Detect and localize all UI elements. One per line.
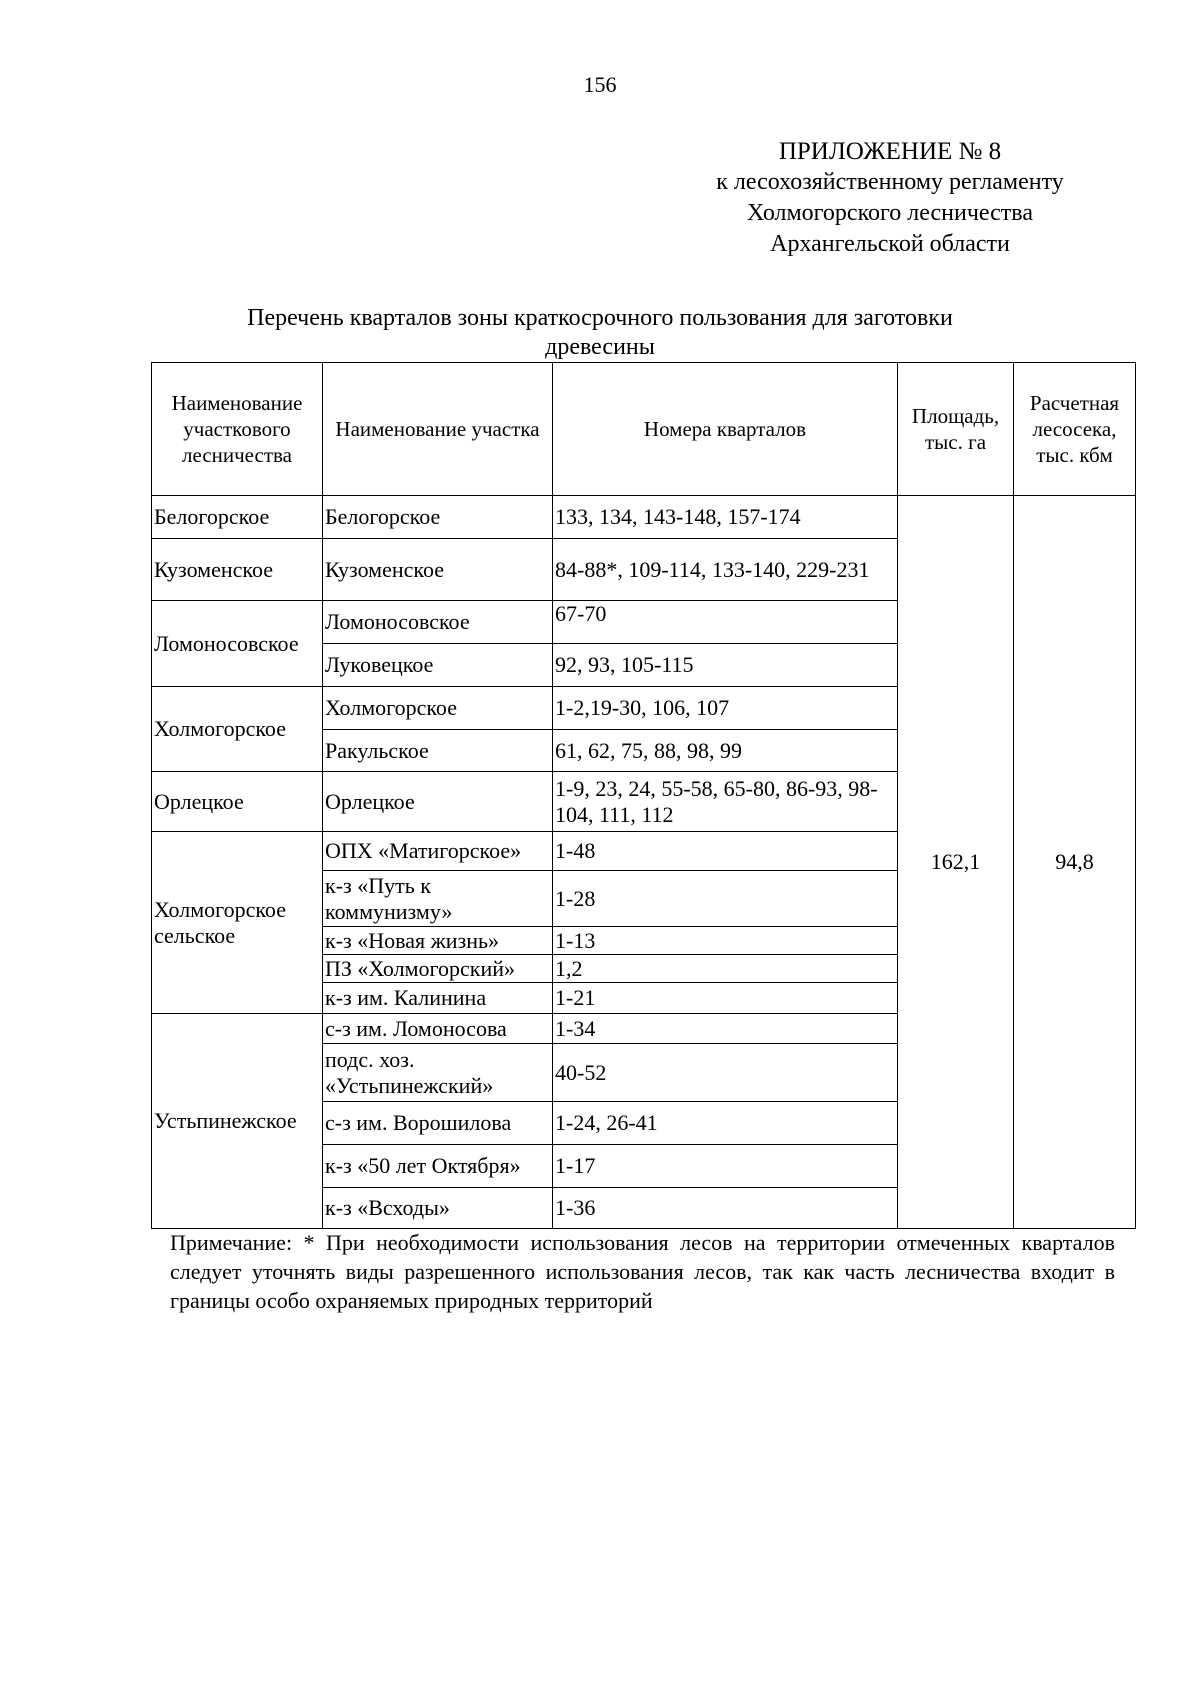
cut-total-cell: 94,8 (1014, 496, 1136, 1229)
quarters-cell: 61, 62, 75, 88, 98, 99 (553, 730, 898, 772)
plot-cell: подс. хоз. «Устьпинежский» (323, 1044, 553, 1102)
forestry-cell: Ломоносовское (152, 601, 323, 687)
plot-cell: Белогорское (323, 496, 553, 539)
header-forestry: Наименование участкового лесничества (152, 363, 323, 496)
appendix-block (660, 136, 1120, 260)
forestry-cell: Устьпинежское (152, 1014, 323, 1229)
forestry-cell: Орлецкое (152, 772, 323, 832)
plot-cell: ОПХ «Матигорское» (323, 832, 553, 871)
quarters-cell: 1-2,19-30, 106, 107 (553, 687, 898, 730)
plot-cell: Ломоносовское (323, 601, 553, 644)
plot-cell: с-з им. Ворошилова (323, 1102, 553, 1145)
quarters-cell: 1-17 (553, 1145, 898, 1188)
plot-cell: ПЗ «Холмогорский» (323, 955, 553, 983)
quarters-cell: 1-28 (553, 871, 898, 927)
quarters-cell: 92, 93, 105-115 (553, 644, 898, 687)
appendix-line: Архангельской области (770, 231, 1010, 257)
quarters-cell: 67-70 (553, 601, 898, 644)
plot-cell: Кузоменское (323, 539, 553, 601)
plot-cell: к-з им. Калинина (323, 983, 553, 1014)
plot-cell: Орлецкое (323, 772, 553, 832)
plot-cell: Луковецкое (323, 644, 553, 687)
quarters-table (151, 362, 1136, 1229)
table-note: Примечание: * При необходимости использования лесов на территории отмеченных кварталов следует уточнять виды разрешенного использования лесов, так как часть лесничества входит в границы особо охраняемых природных территорий (170, 1230, 1115, 1313)
forestry-cell: Холмогорское сельское (152, 832, 323, 1014)
plot-cell: с-з им. Ломоносова (323, 1014, 553, 1044)
plot-cell: к-з «Всходы» (323, 1188, 553, 1229)
quarters-cell: 133, 134, 143-148, 157-174 (553, 496, 898, 539)
quarters-cell: 84-88*, 109-114, 133-140, 229-231 (553, 539, 898, 601)
quarters-cell: 1,2 (553, 955, 898, 983)
table-row (152, 496, 1136, 539)
table-header-row (152, 363, 1136, 496)
plot-cell: Ракульское (323, 730, 553, 772)
quarters-cell: 1-34 (553, 1014, 898, 1044)
header-plot: Наименование участка (323, 363, 553, 496)
quarters-cell: 1-21 (553, 983, 898, 1014)
quarters-cell: 1-24, 26-41 (553, 1102, 898, 1145)
area-total-cell: 162,1 (898, 496, 1014, 1229)
plot-cell: к-з «Путь к коммунизму» (323, 871, 553, 927)
plot-cell: к-з «Новая жизнь» (323, 927, 553, 955)
quarters-cell: 1-9, 23, 24, 55-58, 65-80, 86-93, 98-104, 111, 112 (553, 772, 898, 832)
header-area: Площадь, тыс. га (898, 363, 1014, 496)
page-number: 156 (583, 72, 617, 97)
forestry-cell: Кузоменское (152, 539, 323, 601)
appendix-line: к лесохозяйственному регламенту (716, 169, 1064, 195)
forestry-cell: Холмогорское (152, 687, 323, 772)
appendix-heading: ПРИЛОЖЕНИЕ № 8 (778, 138, 1002, 165)
document-title (200, 304, 1000, 362)
plot-cell: Холмогорское (323, 687, 553, 730)
plot-cell: к-з «50 лет Октября» (323, 1145, 553, 1188)
quarters-cell: 40-52 (553, 1044, 898, 1102)
quarters-cell: 1-13 (553, 927, 898, 955)
title-line: древесины (545, 334, 655, 360)
appendix-line: Холмогорского лесничества (747, 200, 1033, 226)
quarters-cell: 1-36 (553, 1188, 898, 1229)
quarters-cell: 1-48 (553, 832, 898, 871)
header-quarters: Номера кварталов (553, 363, 898, 496)
forestry-cell: Белогорское (152, 496, 323, 539)
header-cut: Расчетная лесосека, тыс. кбм (1014, 363, 1136, 496)
title-line: Перечень кварталов зоны краткосрочного пользования для заготовки (247, 305, 953, 331)
